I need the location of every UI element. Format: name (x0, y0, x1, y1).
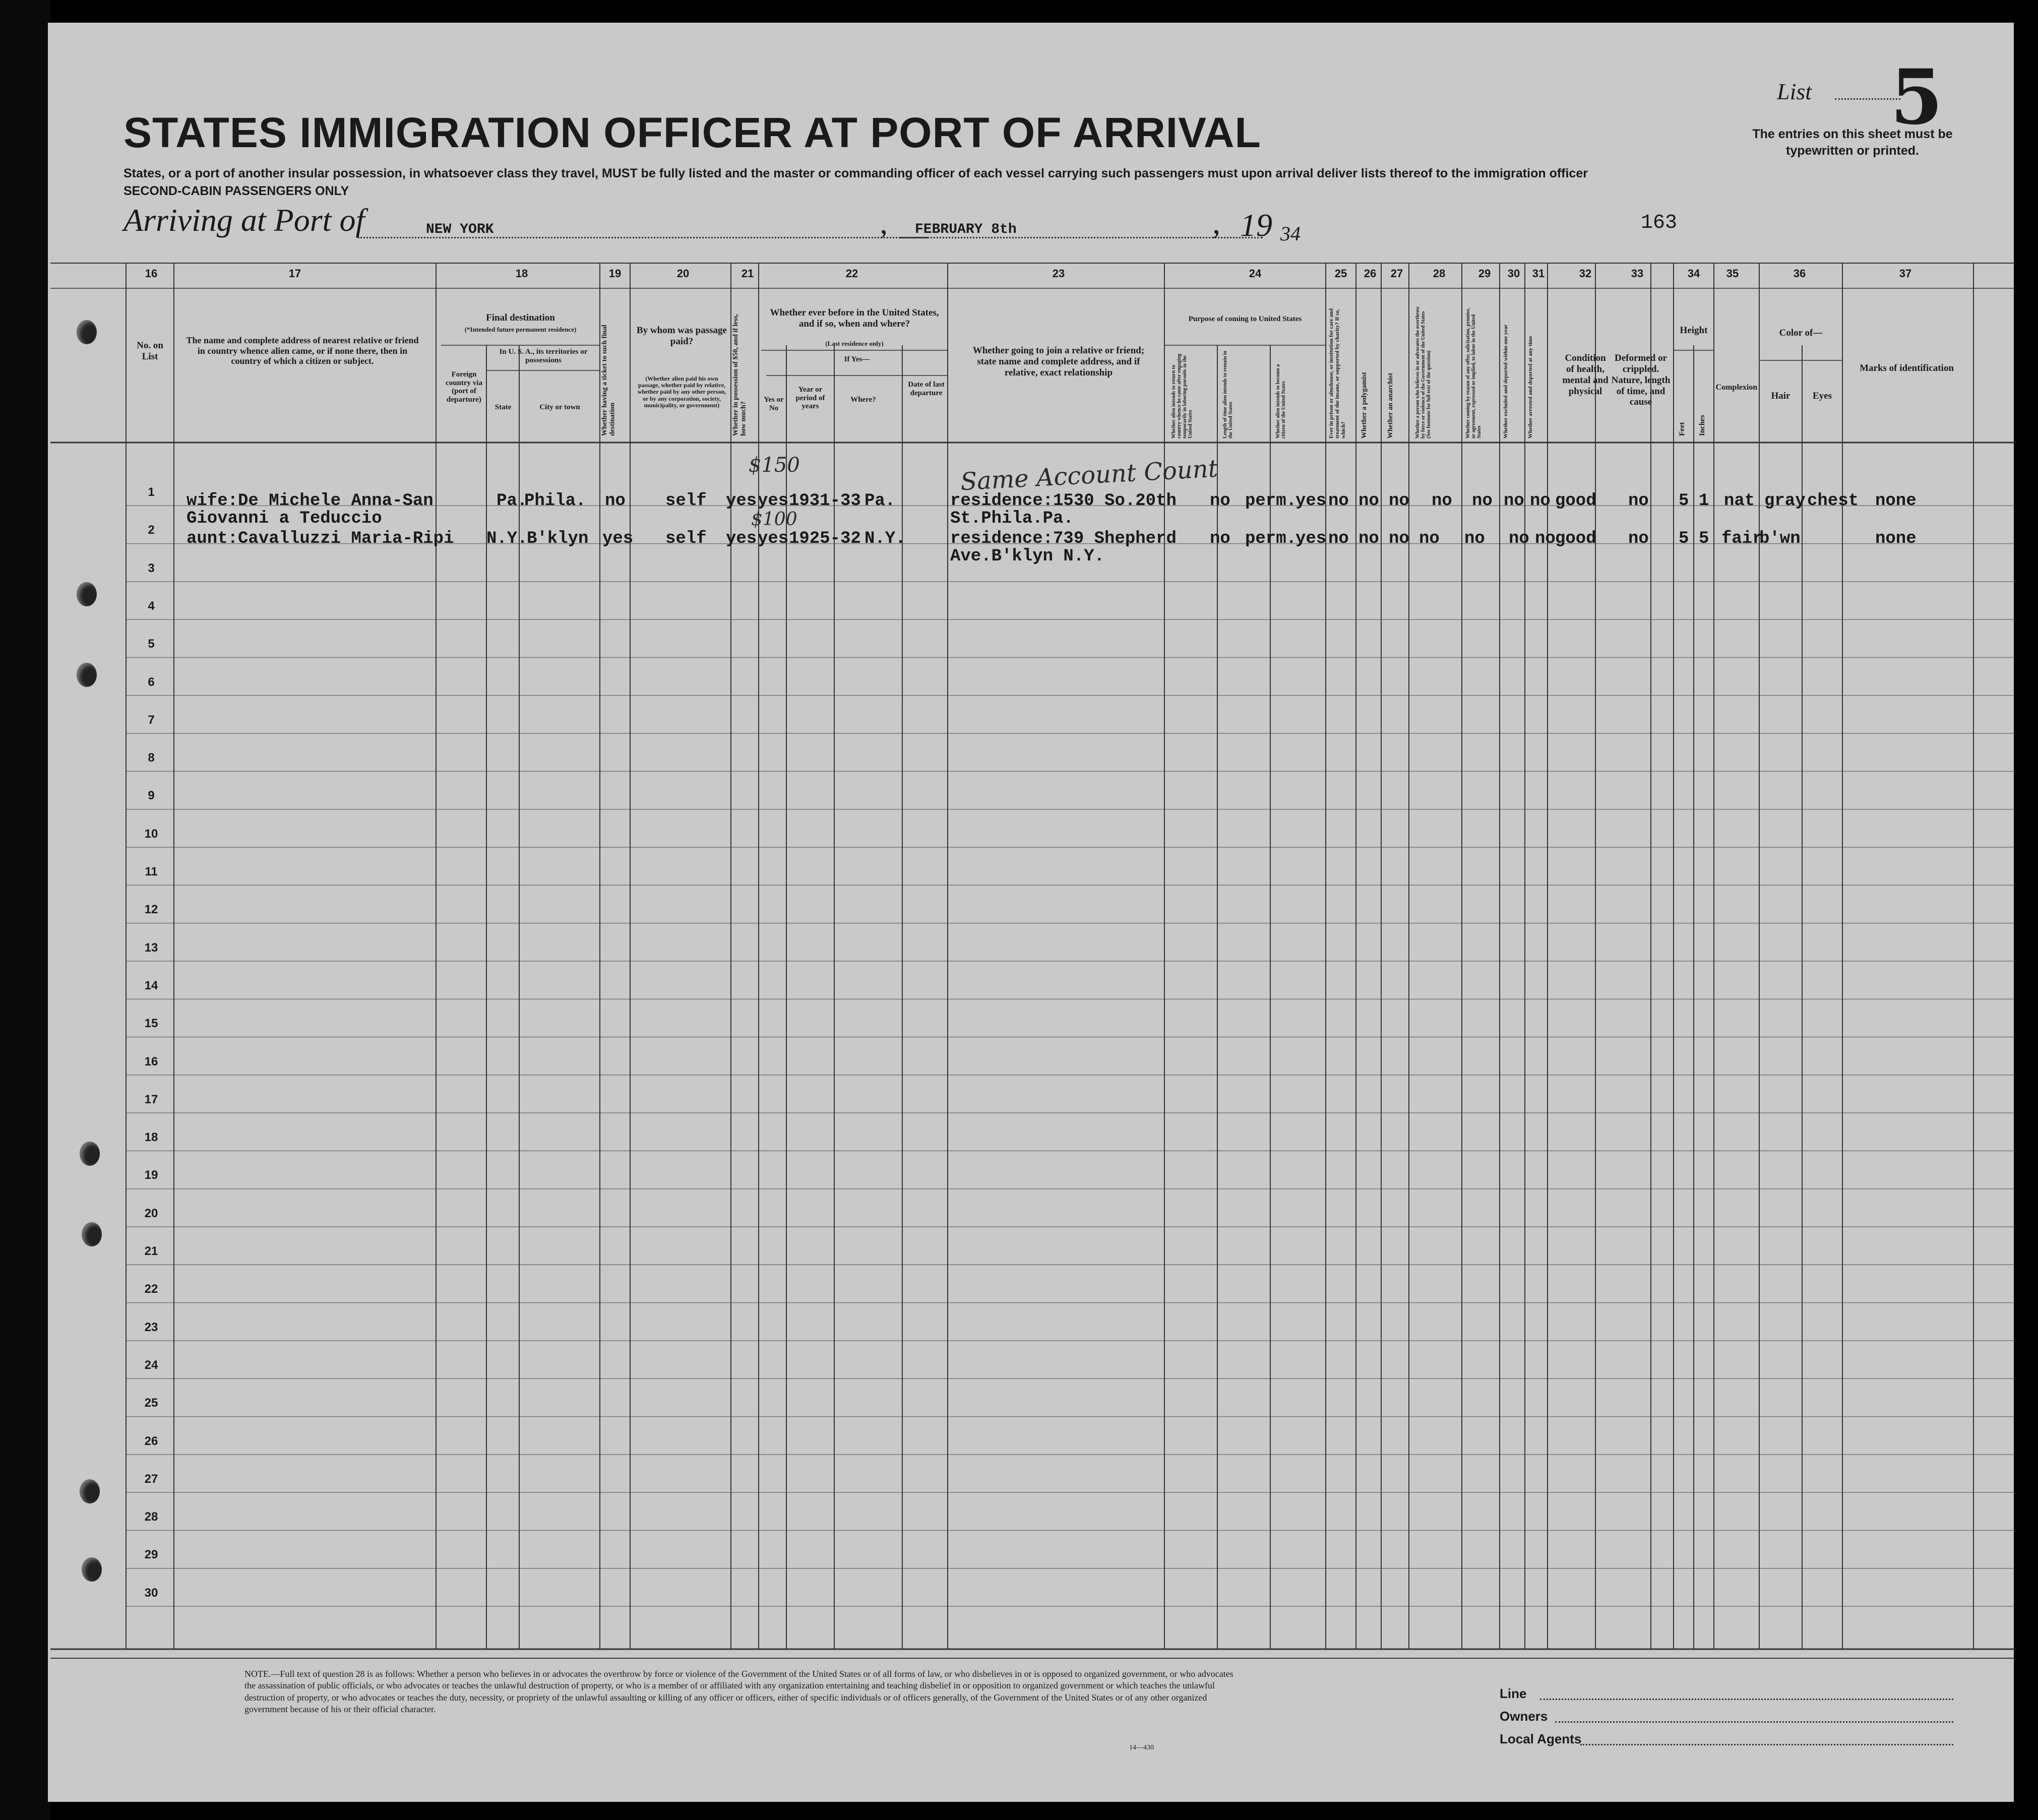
row-number: 15 (144, 1017, 158, 1031)
binding-hole (82, 1222, 102, 1246)
header-ever-before: Whether ever before in the United States, and if so, when and where? (770, 307, 939, 329)
header-year-period: Year or period of years (795, 386, 825, 410)
header-prison: Ever in prison or almshouse, or institution for care and treatment of the insane, or supported by charity? If so, which? (1328, 308, 1347, 438)
row2-paid: self (665, 529, 707, 548)
row1-c27: no (1389, 491, 1409, 511)
header-excluded: Whether excluded and deported within one year (1503, 324, 1509, 438)
row1-deformed: no (1628, 491, 1649, 511)
row-number: 22 (144, 1282, 158, 1296)
header-foreign-country: Foreign country via (port of departure) (446, 370, 482, 404)
row2-feet: 5 (1679, 529, 1689, 548)
row1-c30: no (1504, 491, 1524, 511)
subtitle: States, or a port of another insular possession, in whatsoever class they travel, MUST be fully listed and the master or commanding officer of each vessel carrying such passengers must upon arrival deliver lists thereof to the immigration officer (123, 166, 1588, 180)
row-number: 26 (144, 1434, 158, 1448)
row-number: 25 (144, 1396, 158, 1410)
row-number: 28 (144, 1510, 158, 1524)
row-number: 27 (144, 1472, 158, 1486)
header-join-relative: Whether going to join a relative or friend; state name and complete address, and if relative, exact relationship (972, 345, 1145, 378)
row2-marks: none (1875, 529, 1917, 548)
footer-agents-field (1580, 1744, 1953, 1745)
header-fifty-dollars: Whether in possession of $50, and if less, how much? (732, 313, 748, 436)
port-value: NEW YORK (426, 222, 494, 237)
row1-feet: 5 (1679, 491, 1689, 511)
header-where: Where? (850, 396, 876, 404)
row1-relative: wife:De Michele Anna-San (187, 491, 434, 511)
row-number: 18 (144, 1131, 158, 1145)
header-health: Condition of health, mental and physical (1562, 353, 1609, 397)
header-date-departure: Date of last departure (908, 381, 945, 397)
row1-marks: none (1875, 491, 1917, 511)
colnum-21: 21 (741, 267, 754, 280)
colnum-18: 18 (515, 267, 528, 280)
row-number: 16 (144, 1054, 158, 1069)
row2-deformed: no (1628, 529, 1649, 548)
header-yes-no: Yes or No (764, 396, 784, 412)
stamp-number: 163 (1641, 212, 1678, 234)
row-number: 9 (148, 789, 155, 803)
form-number: 14—430 (1129, 1744, 1154, 1751)
row1-complexion: nat (1724, 491, 1755, 511)
typewritten-note: The entries on this sheet must be typewritten or printed. (1752, 127, 1953, 158)
colnum-35: 35 (1726, 267, 1739, 280)
row-number: 17 (144, 1092, 158, 1106)
header-inches: Inches (1698, 415, 1706, 436)
colnum-22: 22 (845, 267, 858, 280)
header-eyes: Eyes (1813, 391, 1832, 401)
binding-hole (82, 1557, 102, 1582)
header-polygamist: Whether a polygamist (1361, 372, 1368, 438)
row2-complexion: fair (1721, 529, 1763, 548)
row-number: 30 (144, 1586, 158, 1600)
row-number: 19 (144, 1168, 158, 1182)
colnum-34: 34 (1687, 267, 1700, 280)
colnum-27: 27 (1390, 267, 1403, 280)
row2-join: residence:739 Shepherd (950, 529, 1177, 548)
header-arrested: Whether arrested and deported at any time (1527, 336, 1533, 438)
colnum-26: 26 (1364, 267, 1377, 280)
header-hair: Hair (1771, 391, 1790, 401)
row2-length: perm. (1245, 529, 1297, 548)
row1-inches: 1 (1699, 491, 1709, 511)
binding-edge (0, 0, 50, 1820)
row-number: 12 (144, 903, 158, 917)
colnum-32: 32 (1579, 267, 1592, 280)
header-purpose: Purpose of coming to United States (1188, 315, 1302, 323)
colnum-29: 29 (1478, 267, 1491, 280)
comma-1: , (880, 205, 888, 240)
list-number: 5 (1890, 53, 1943, 142)
colnum-17: 17 (288, 267, 301, 280)
row-number: 7 (148, 713, 155, 727)
row2-c31: no (1535, 529, 1556, 548)
colnum-19: 19 (608, 267, 622, 280)
row-number: 5 (148, 637, 155, 651)
row2-citizen: yes (1295, 529, 1327, 548)
colnum-28: 28 (1433, 267, 1446, 280)
header-final-destination-sub: (*Intended future permanent residence) (464, 326, 577, 333)
manifest-page (48, 23, 2014, 1802)
row-number: 3 (148, 561, 155, 575)
header-complexion: Complexion (1715, 383, 1758, 392)
row2-c28: no (1419, 529, 1440, 548)
row1-state: Pa. (497, 491, 528, 511)
row2-c25: no (1328, 529, 1349, 548)
row-number: 8 (148, 751, 155, 765)
binding-hole (77, 663, 97, 687)
binding-hole (77, 582, 97, 606)
colnum-31: 31 (1532, 267, 1545, 280)
row-number: 29 (144, 1548, 158, 1562)
colnum-36: 36 (1793, 267, 1806, 280)
footnote: NOTE.—Full text of question 28 is as follows: Whether a person who believes in or advocates the overthrow by force or violence of the Government of the United States or of all forms of law, or who disbelieves in or is opposed to organized government, or who advocates the assassination of public officials, or who advocates or teaches the unlawful destruction of property, or who is a member of or affiliated with any organization entertaining and teaching disbelief in or opposition to organized government or which teaches the unlawful destruction of property, or who advocates or teaches the duty, necessity, or propriety of the unlawful assaulting or killing of any officer or officers, either of specific individuals or of officers generally, of the Government of the United States or of any other organized government because of his or their official character. (244, 1669, 1233, 1715)
row2-ticket: yes (602, 529, 634, 548)
row1-c26: no (1358, 491, 1379, 511)
row2-health: good (1555, 529, 1596, 548)
header-offer-labor: Whether coming by reason of any offer, solicitation, promise, or agreement, expressed or implied, to labor in the United States (1465, 307, 1482, 438)
class-line: SECOND-CABIN PASSENGERS ONLY (123, 184, 349, 198)
binding-hole (80, 1479, 100, 1503)
header-ever-before-sub: (Last residence only) (825, 340, 884, 347)
row1-c31: no (1530, 491, 1551, 511)
header-color-of: Color of— (1779, 328, 1823, 338)
row1-eyes: chest (1807, 491, 1859, 511)
header-purpose-return: Whether alien intends to return to country whence he came after engaging temporarily in laboring pursuits in the United States (1171, 353, 1193, 438)
row-number: 4 (148, 599, 155, 613)
year-prefix: 19 (1240, 207, 1272, 243)
row2-hair: b'wn (1759, 529, 1801, 548)
row2-c29: no (1464, 529, 1485, 548)
row1-c28: no (1432, 491, 1452, 511)
header-state: State (495, 403, 512, 411)
row-number: 1 (148, 485, 155, 499)
footer-line-label: Line (1500, 1686, 1527, 1701)
row-number: 14 (144, 978, 158, 992)
row1-money: yes (726, 491, 757, 511)
header-passage-paid-sub: (Whether alien paid his own passage, whether paid by relative, whether paid by any other person, or by any corporation, society, municipality, or government) (637, 375, 726, 409)
binding-hole (77, 320, 97, 344)
row1-where: Pa. (864, 491, 896, 511)
row2-money: yes (726, 529, 757, 548)
date-value: FEBRUARY 8th (915, 222, 1017, 237)
header-in-usa: In U. S. A., its territories or possessions (499, 348, 588, 364)
header-final-destination: Final destination (486, 312, 555, 323)
manifest-grid (48, 23, 2014, 1802)
colnum-25: 25 (1334, 267, 1347, 280)
header-city: City or town (539, 403, 580, 411)
row2-c26: no (1358, 529, 1379, 548)
row1-hair: gray (1764, 491, 1806, 511)
row1-c29: no (1472, 491, 1493, 511)
row1-ticket: no (605, 491, 626, 511)
row2-before: yes (758, 529, 789, 548)
colnum-16: 16 (145, 267, 158, 280)
row1-city: Phila. (524, 491, 586, 511)
header-ticket: Whether having a ticket to such final destination (601, 325, 616, 436)
list-label: List (1777, 79, 1812, 104)
row1-join-cont: St.Phila.Pa. (950, 509, 1074, 528)
header-anarchist: Whether an anarchist (1387, 372, 1394, 438)
row-number: 11 (145, 865, 158, 878)
row2-handwritten-money: $100 (751, 509, 797, 530)
row1-length: perm. (1245, 491, 1297, 511)
row-number: 2 (148, 523, 155, 537)
header-no-on-list: No. on List (137, 340, 163, 362)
arriving-label: Arriving at Port of (123, 202, 365, 238)
page-title: STATES IMMIGRATION OFFICER AT PORT OF ARRIVAL (123, 109, 1261, 156)
colnum-33: 33 (1631, 267, 1644, 280)
colnum-23: 23 (1052, 267, 1065, 280)
row1-citizen: yes (1295, 491, 1327, 511)
header-marks: Marks of identification (1860, 363, 1954, 373)
footer-line-field (1540, 1699, 1953, 1700)
row1-paid: self (665, 491, 707, 511)
row1-intend: no (1210, 491, 1230, 511)
header-deformed: Deformed or crippled. Nature, length of time, and cause (1611, 353, 1671, 408)
row-number: 21 (144, 1244, 158, 1258)
binding-hole (80, 1142, 100, 1166)
row2-relative: aunt:Cavalluzzi Maria-Ripi (187, 529, 454, 548)
row1-before: yes (758, 491, 789, 511)
row-number: 13 (144, 940, 158, 955)
colnum-37: 37 (1899, 267, 1912, 280)
row1-handwritten-money: $150 (749, 454, 800, 477)
header-if-yes: If Yes— (844, 355, 870, 363)
colnum-30: 30 (1507, 267, 1520, 280)
footer-owners-field (1555, 1721, 1953, 1723)
row-number: 20 (144, 1206, 158, 1220)
colnum-24: 24 (1249, 267, 1262, 280)
header-overthrow: Whether a person who believes in or advocates the overthrow by force or violence of the Government of the United States (See footnote for full text of the question) (1415, 306, 1432, 438)
header-purpose-length: Length of time alien intends to remain in the United States (1222, 351, 1233, 438)
row1-join: residence:1530 So.20th (950, 491, 1177, 511)
header-passage-paid: By whom was passage paid? (637, 325, 727, 347)
row2-intend: no (1210, 529, 1230, 548)
row-number: 23 (144, 1320, 158, 1334)
footer-agents-label: Local Agents (1500, 1731, 1582, 1746)
row1-years: 1931-33 (789, 491, 861, 511)
comma-2: , (1212, 205, 1220, 240)
row-number: 6 (148, 675, 155, 689)
row2-years: 1925-32 (789, 529, 861, 548)
header-relative: The name and complete address of nearest relative or friend in country whence alien came, or if none there, then in country of which a citizen or subject. (186, 335, 419, 366)
footer-owners-label: Owners (1500, 1709, 1548, 1724)
row1-relative-cont: Giovanni a Teduccio (187, 509, 382, 528)
row1-health: good (1555, 491, 1596, 511)
row1-handwritten-note: Same Account Count (959, 454, 1219, 496)
row2-where: N.Y. (864, 529, 906, 548)
row2-city: B'klyn (527, 529, 589, 548)
row1-c25: no (1328, 491, 1349, 511)
row-number: 24 (144, 1358, 158, 1372)
row2-inches: 5 (1699, 529, 1709, 548)
row2-c30: no (1509, 529, 1529, 548)
header-height: Height (1680, 325, 1708, 336)
row2-join-cont: Ave.B'klyn N.Y. (950, 547, 1105, 566)
colnum-20: 20 (676, 267, 690, 280)
row2-state: N.Y. (486, 529, 528, 548)
header-purpose-citizen: Whether alien intends to become a citizen of the United States (1275, 364, 1286, 438)
header-feet: Feet (1678, 422, 1686, 436)
row2-c27: no (1389, 529, 1409, 548)
row-number: 10 (144, 827, 158, 841)
year-suffix: 34 (1280, 222, 1301, 245)
